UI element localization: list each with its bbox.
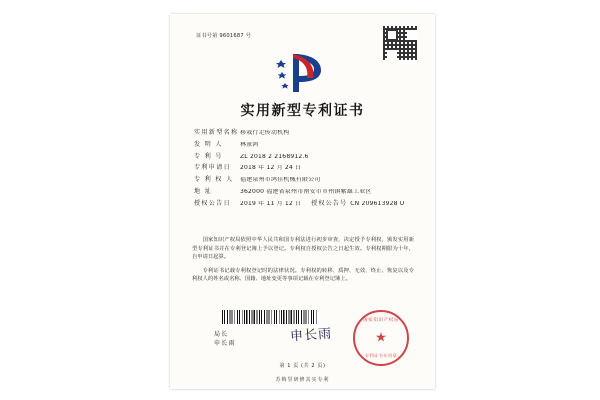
official-seal — [353, 310, 409, 366]
field-value: 移栽行走传动机构 — [240, 130, 290, 136]
field-label: 专 利 号 — [194, 152, 223, 160]
field-value: ZL 2018 2 2168912.6 — [240, 153, 309, 160]
seal-top-text: 国家知识产权局 — [362, 318, 400, 323]
field-label: 实用新型名称 — [194, 129, 239, 136]
barcode-icon — [222, 310, 318, 324]
patent-emblem-icon — [273, 48, 333, 96]
field-row — [194, 142, 412, 149]
field-row — [194, 189, 412, 196]
field-value: 林景鸿 — [240, 141, 259, 148]
signature-title-line1: 局长 — [214, 331, 229, 338]
field-row — [194, 165, 412, 172]
field-list — [194, 130, 412, 212]
handwritten-signature: 申长雨 — [289, 326, 333, 345]
certificate-sheet — [170, 14, 435, 389]
field-label: 专 利 权 人 — [194, 176, 234, 184]
field-label-secondary: 授权公告号 — [311, 199, 348, 207]
patent-certificate-image — [170, 14, 435, 389]
field-row-授权公告 — [194, 201, 412, 208]
qr-code-icon — [383, 26, 417, 60]
serial-number: 证书号第 9601687 号 — [196, 33, 252, 39]
field-value: 362000 福建省泉州市南安市市州镇紫雄工业区 — [240, 188, 372, 195]
field-label: 专利申请日 — [194, 164, 232, 172]
field-label: 发 明 人 — [194, 140, 223, 148]
star-icon: ★ — [375, 330, 387, 346]
field-label: 授权公告日 — [194, 199, 232, 207]
signature-title — [214, 330, 236, 348]
seal-bottom-text: 专利证书专用章 — [364, 353, 398, 358]
page-number: 第 1 页 (共 2 页) — [279, 363, 326, 369]
field-value: 福建泉州市鸿佳机械有限公司 — [240, 177, 321, 184]
field-value-secondary: CN 209613928 U — [350, 200, 405, 207]
field-row — [194, 177, 412, 184]
signature-title-line2: 申长雨 — [214, 340, 236, 347]
field-row — [194, 154, 412, 161]
field-label: 地 址 — [194, 187, 213, 195]
field-value: 2019 年 11 月 12 日 — [240, 200, 302, 207]
field-value: 2018 年 12 月 24 日 — [240, 165, 302, 172]
body-text — [192, 236, 414, 289]
field-row — [194, 130, 412, 137]
paragraph: 国家知识产权局依照中华人民共和国专利法进行初步审查，决定授予专利权，颁发实用新型专利证书并在专利登记簿上予以登记。专利权自授权公告之日起生效。专利权期限为十年，自申请日起算。 — [192, 237, 414, 261]
footer-note: 苏梅里研修其实专利 — [275, 377, 330, 383]
page-title: 实用新型专利证书 — [240, 103, 365, 119]
paragraph: 专利证书记载专利权登记时的法律状况。专利权的转移、质押、无效、终止、恢复以及专利权人的姓名或名称、国籍、地址变更等事项记载在专利登记簿上。 — [192, 267, 414, 283]
